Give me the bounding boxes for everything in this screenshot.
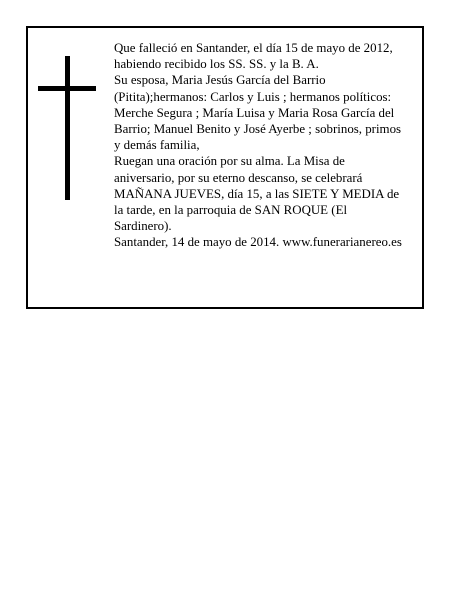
notice-text [114, 40, 420, 251]
notice-line: Santander, 14 de mayo de 2014. www.funerarianereo.es [114, 235, 402, 250]
notice-line: Su esposa, Maria Jesús García del Barrio [114, 73, 326, 88]
notice-line: Que falleció en Santander, el día 15 de mayo de 2012, [114, 41, 393, 55]
date-and-website-paragraph [114, 234, 420, 250]
notice-line: aniversario, por su eterno descanso, se celebrará [114, 170, 363, 185]
obituary-notice [26, 26, 424, 309]
notice-line: habiendo recibido los SS. SS. y la B. A. [114, 57, 319, 72]
cross-horizontal-bar [38, 86, 96, 91]
family-paragraph [114, 72, 420, 153]
notice-line: la tarde, en la parroquia de SAN ROQUE (El [114, 203, 348, 218]
notice-line: MAÑANA JUEVES, día 15, a las SIETE Y MEDIA de [114, 186, 400, 201]
notice-line: y demás familia, [114, 138, 200, 153]
notice-line: Merche Segura ; María Luisa y Maria Rosa García del [114, 105, 395, 120]
notice-line: Sardinero). [114, 219, 172, 234]
mass-paragraph [114, 153, 420, 234]
notice-line: Ruegan una oración por su alma. La Misa de [114, 154, 345, 169]
notice-line: (Pitita);hermanos: Carlos y Luis ; hermanos políticos: [114, 89, 392, 104]
death-announcement-paragraph [114, 40, 420, 72]
cross-icon [38, 56, 98, 200]
notice-line: Barrio; Manuel Benito y José Ayerbe ; sobrinos, primos [114, 122, 402, 137]
cross-vertical-bar [65, 56, 70, 200]
